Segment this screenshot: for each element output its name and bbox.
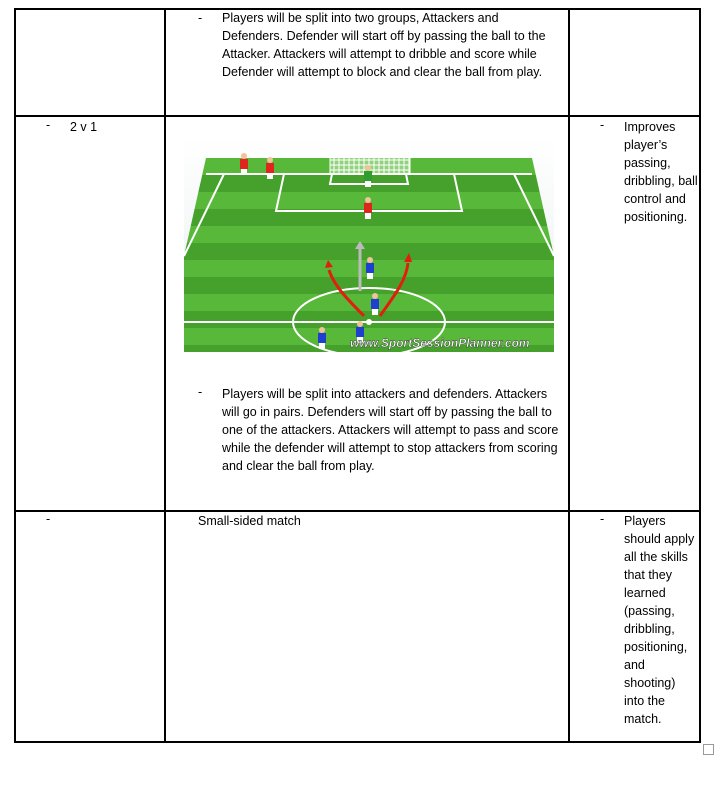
column-divider-1 xyxy=(164,8,166,743)
attacker-player-2 xyxy=(371,293,379,315)
row3-benefit-text: Players should apply all the skills that they learned (passing, dribbling, positioning, and shooting) into the match. xyxy=(624,514,695,726)
drill-diagram-image xyxy=(184,136,554,352)
defender-player-3 xyxy=(364,197,372,219)
table-resize-handle[interactable] xyxy=(703,744,714,755)
row2-bullet: - xyxy=(46,118,51,132)
bullet-dash: - xyxy=(198,385,203,399)
table-border-left xyxy=(14,8,16,743)
attacker-player-1 xyxy=(366,257,374,279)
defender-player-2 xyxy=(266,157,274,179)
row2-benefit-bullet: - xyxy=(600,118,605,132)
row3-benefit-bullet: - xyxy=(600,512,605,526)
row2-activity-name: 2 v 1 xyxy=(70,120,98,134)
session-plan-table xyxy=(14,8,701,743)
row3-bullet: - xyxy=(46,512,51,526)
row3-activity-text: Small-sided match xyxy=(198,514,301,528)
defender-player-1 xyxy=(240,153,248,175)
column-divider-2 xyxy=(568,8,570,743)
attacker-player-4 xyxy=(318,327,326,349)
watermark-text: www.SportSessionPlanner.com xyxy=(350,336,530,350)
row-divider-2 xyxy=(14,510,701,512)
bullet-dash: - xyxy=(198,11,203,25)
row2-benefit-text: Improves player’s passing, dribbling, ball control and positioning. xyxy=(624,120,698,224)
table-border-right xyxy=(699,8,701,743)
table-border-bottom xyxy=(14,741,701,743)
row1-description-text: Players will be split into two groups, Attackers and Defenders. Defender will start off by passing the ball to the Attacker. Attackers will attempt to dribble and score while Defender will attempt to block and clear the ball from play. xyxy=(222,11,546,79)
goalkeeper-player xyxy=(364,165,372,187)
row-divider-1 xyxy=(14,115,701,117)
row2-description-text: Players will be split into attackers and defenders. Attackers will go in pairs. Defenders will start off by passing the ball to one of the attackers. Attackers will attempt to pass and score while the defender will attempt to stop attackers from scoring and clear the ball from play. xyxy=(222,387,559,473)
